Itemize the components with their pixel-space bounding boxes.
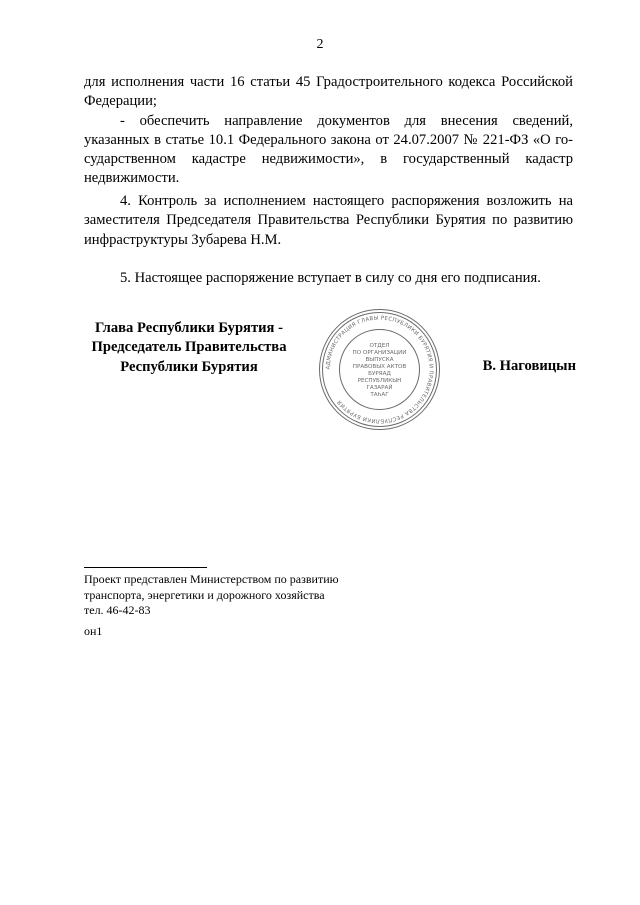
paragraph-3-continuation	[84, 73, 573, 189]
paragraph-5-text: 5. Настоящее распоряжение вступает в силу со дня его подписания.	[120, 270, 541, 286]
footnote-line: тел. 46-42-83	[84, 603, 151, 617]
seal-inner-line: ТАҺАГ	[370, 392, 389, 398]
paragraph-line: для исполнения части 16 статьи 45 Градостроительного кодекса Российской Федерации;	[84, 74, 573, 110]
signatory-title-line: Председатель Правительства	[91, 339, 287, 356]
seal-inner-line: ПРАВОВЫХ АКТОВ	[352, 364, 407, 370]
official-seal	[317, 307, 442, 432]
signatory-name: В. Наговицын	[482, 358, 576, 374]
seal-inner-line: ПО ОРГАНИЗАЦИИ	[352, 350, 407, 356]
seal-inner-line: ВЫПУСКА	[365, 357, 394, 363]
seal-inner-line: БУРЯАД	[368, 371, 391, 377]
paragraph-4-text: 4. Контроль за исполнением настоящего распоряжения возложить на заместителя Председателя Правительства Республики Бурятия по развитию инфраструктуры Зубарева Н.М.	[84, 193, 573, 248]
footnote-line: Проект представлен Министерством по развитию	[84, 572, 339, 586]
paragraph-4	[84, 192, 573, 250]
seal-inner-line: РЕСПУБЛИКЫН	[357, 378, 402, 384]
document-code: он1	[84, 624, 103, 638]
seal-inner-line: ОТДЕЛ	[369, 343, 390, 349]
paragraph-bullet: - обеспечить направление документов для внесения сведений, указанных в статье 10.1 Федерального закона от 24.07.2007 № 221-ФЗ «О го-сударственном кадастре недвижимости», в государственный кадастр недвижимости.	[84, 112, 573, 187]
seal-inner-line: ГАЗАРАЙ	[366, 385, 393, 391]
footnote	[84, 572, 444, 619]
seal-ring-text: АДМИНИСТРАЦИЯ ГЛАВЫ РЕСПУБЛИКИ БУРЯТИЯ И ПРАВИТЕЛЬСТВА РЕСПУБЛИКИ БУРЯТИЯ	[325, 315, 434, 424]
footnote-divider	[84, 567, 207, 568]
signatory-title	[84, 319, 294, 377]
footnote-line: транспорта, энергетики и дорожного хозяйства	[84, 587, 325, 602]
paragraph-5	[84, 269, 573, 288]
signatory-title-line: Республики Бурятия	[120, 358, 258, 375]
signatory-title-line: Глава Республики Бурятия -	[95, 320, 283, 336]
page-number: 2	[316, 37, 324, 52]
